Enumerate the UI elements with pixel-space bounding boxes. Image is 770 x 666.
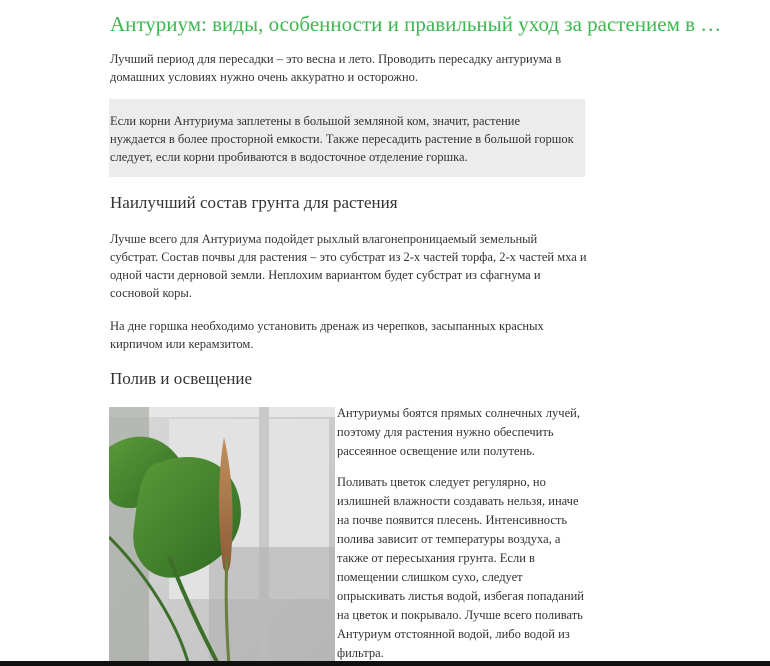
heading-soil: Наилучший состав грунта для растения — [110, 193, 398, 212]
bottom-divider — [0, 661, 770, 666]
heading-light: Полив и освещение — [110, 369, 253, 388]
light-paragraph-2: Поливать цветок следует регулярно, но излишней влажности создавать нельзя, иначе на почве появится плесень. Интенсивность полива зависит от температуры воздуха, а также от пересыхания грунта. Если в помещении слишком сухо, следует опрыскивать листья водой, избегая попаданий на цветок и покрывало. Лучше всего поливать Антуриум отстоянной водой, либо водой из фильтра. — [337, 475, 584, 660]
soil-paragraph-1: Лучше всего для Антуриума подойдет рыхлый влагонепроницаемый земельный субстрат. Состав почвы для растения – это субстрат из 2-х частей торфа, 2-х частей мха и одной части дерновой земли. Неплохим вариантом будет субстрат из сфагнума и сосновой коры. — [110, 232, 587, 300]
intro-paragraph: Лучший период для пересадки – это весна и лето. Проводить пересадку антуриума в домашних условиях нужно очень аккуратно и осторожно. — [110, 52, 562, 84]
article-title: Антуриум: виды, особенности и правильный уход за растением в … — [110, 12, 722, 36]
highlight-text: Если корни Антуриума заплетены в большой земляной ком, значит, растение нуждается в более просторной емкости. Также пересадить растение в большой горшок следует, если корни пробиваются в водосточное отделение горшка. — [110, 114, 574, 164]
anthurium-photo — [109, 407, 335, 666]
highlight-box — [109, 99, 585, 177]
light-paragraph-1: Антуриумы боятся прямых солнечных лучей, поэтому для растения нужно обеспечить рассеянное освещение или полутень. — [337, 406, 580, 458]
soil-paragraph-2: На дне горшка необходимо установить дренаж из черепков, засыпанных красных кирпичом или керамзитом. — [110, 319, 544, 351]
